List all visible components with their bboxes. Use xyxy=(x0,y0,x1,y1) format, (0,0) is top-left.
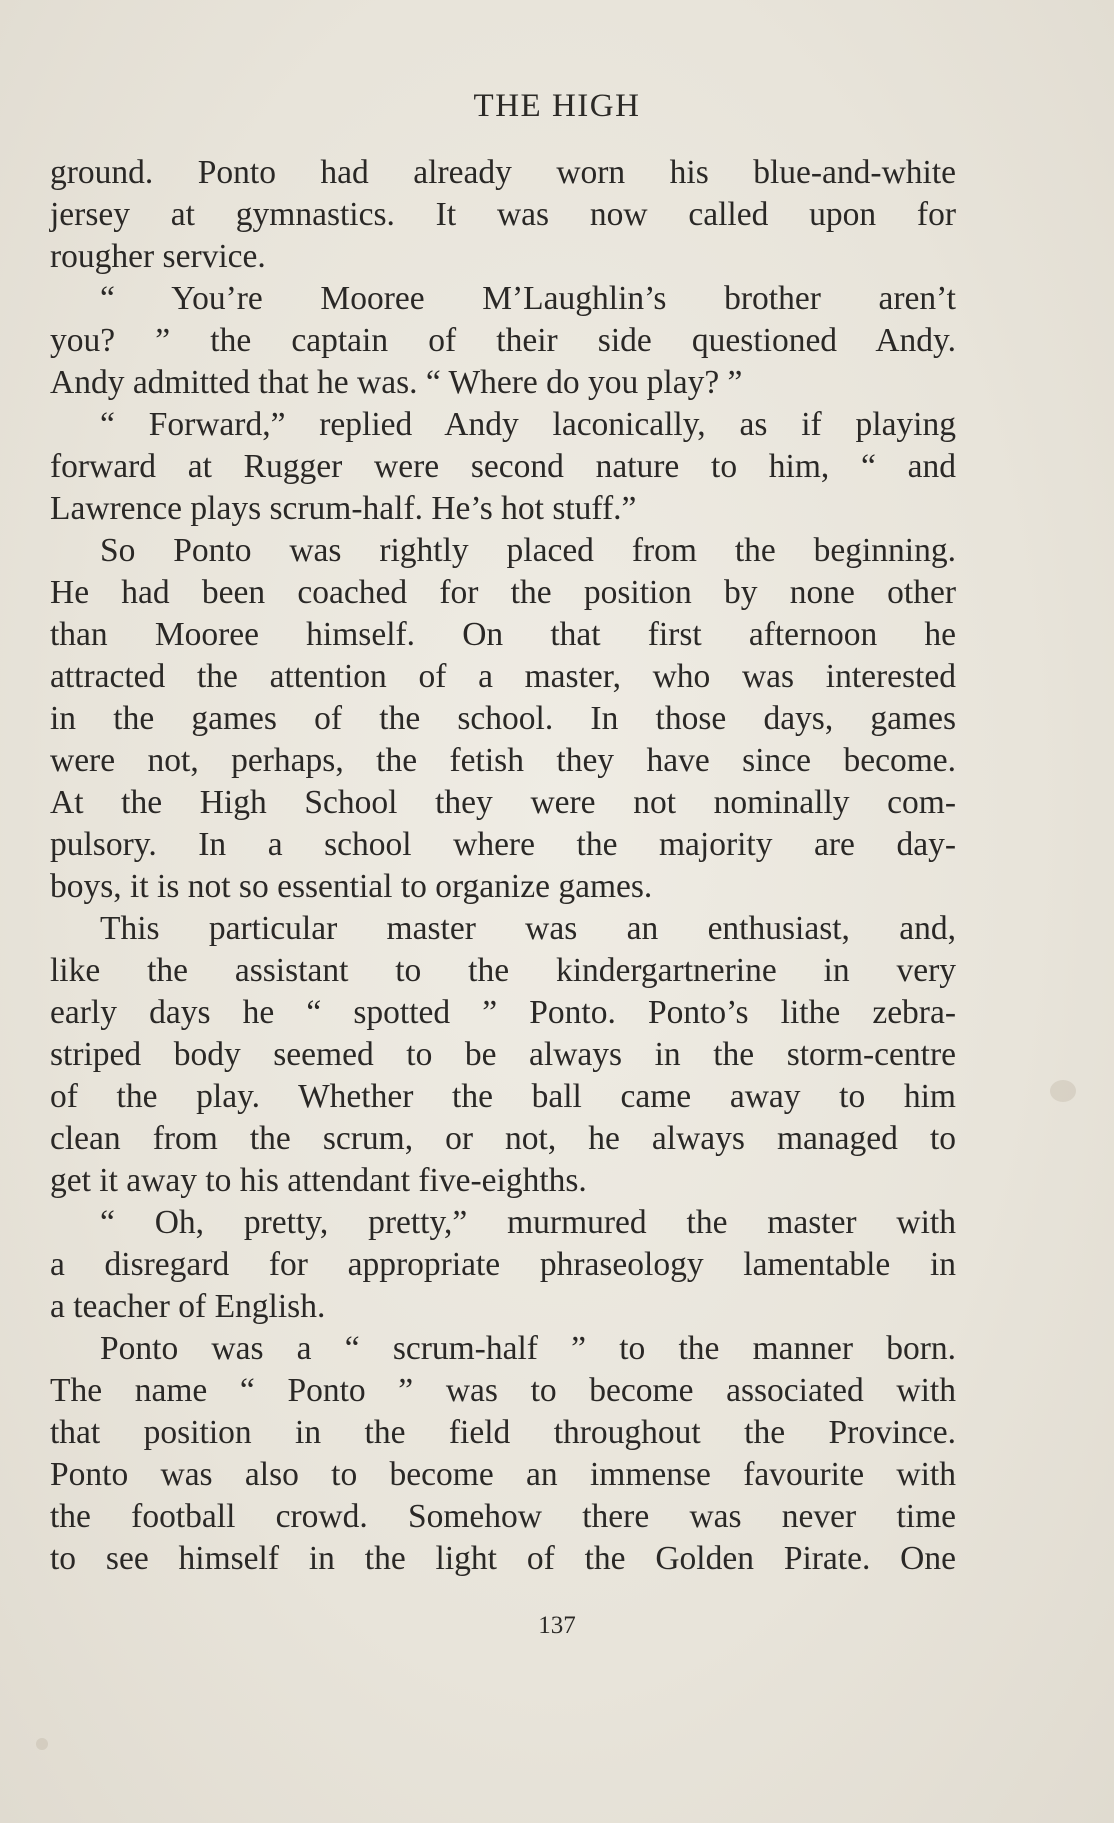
text-line: Ponto was a “ scrum-half ” to the manner born. xyxy=(100,1330,956,1367)
text-line: striped body seemed to be always in the storm-centre xyxy=(50,1036,956,1073)
text-line: than Mooree himself. On that first afternoon he xyxy=(50,616,956,653)
text-line: “ You’re Mooree M’Laughlin’s brother aren’t xyxy=(100,280,956,317)
paper-foxing-spot xyxy=(1050,1080,1076,1102)
text-line: to see himself in the light of the Golden Pirate. One xyxy=(50,1540,956,1577)
text-line: boys, it is not so essential to organize games. xyxy=(50,868,653,905)
text-line: in the games of the school. In those days, games xyxy=(50,700,956,737)
text-line: Andy admitted that he was. “ Where do you play? ” xyxy=(50,364,743,401)
text-line: clean from the scrum, or not, he always managed to xyxy=(50,1120,956,1157)
text-line: Lawrence plays scrum-half. He’s hot stuff.” xyxy=(50,490,637,527)
text-line: forward at Rugger were second nature to him, “ and xyxy=(50,448,956,485)
text-line: pulsory. In a school where the majority are day- xyxy=(50,826,956,863)
text-line: the football crowd. Somehow there was never time xyxy=(50,1498,956,1535)
text-line: “ Forward,” replied Andy laconically, as if playing xyxy=(100,406,956,443)
text-line: At the High School they were not nominally com- xyxy=(50,784,956,821)
text-line: early days he “ spotted ” Ponto. Ponto’s lithe zebra- xyxy=(50,994,956,1031)
text-line: ground. Ponto had already worn his blue-and-white xyxy=(50,154,956,191)
text-line: that position in the field throughout the Province. xyxy=(50,1414,956,1451)
text-line: a teacher of English. xyxy=(50,1288,326,1325)
text-line: of the play. Whether the ball came away to him xyxy=(50,1078,956,1115)
text-line: “ Oh, pretty, pretty,” murmured the master with xyxy=(100,1204,956,1241)
text-line: jersey at gymnastics. It was now called upon for xyxy=(50,196,956,233)
text-line: Ponto was also to become an immense favourite with xyxy=(50,1456,956,1493)
text-line: The name “ Ponto ” was to become associated with xyxy=(50,1372,956,1409)
text-line: like the assistant to the kindergartnerine in very xyxy=(50,952,956,989)
text-line: get it away to his attendant five-eighths. xyxy=(50,1162,587,1199)
text-line: This particular master was an enthusiast, and, xyxy=(100,910,956,947)
body-text xyxy=(50,152,956,1580)
text-line: attracted the attention of a master, who was interested xyxy=(50,658,956,695)
text-line: rougher service. xyxy=(50,238,266,275)
text-line: a disregard for appropriate phraseology lamentable in xyxy=(50,1246,956,1283)
text-line: were not, perhaps, the fetish they have since become. xyxy=(50,742,956,779)
text-line: So Ponto was rightly placed from the beginning. xyxy=(100,532,956,569)
page-number: 137 xyxy=(538,1612,576,1639)
paper-foxing-spot xyxy=(36,1738,48,1750)
text-line: you? ” the captain of their side questioned Andy. xyxy=(50,322,956,359)
text-line: He had been coached for the position by none other xyxy=(50,574,956,611)
running-head: THE HIGH xyxy=(473,88,641,124)
